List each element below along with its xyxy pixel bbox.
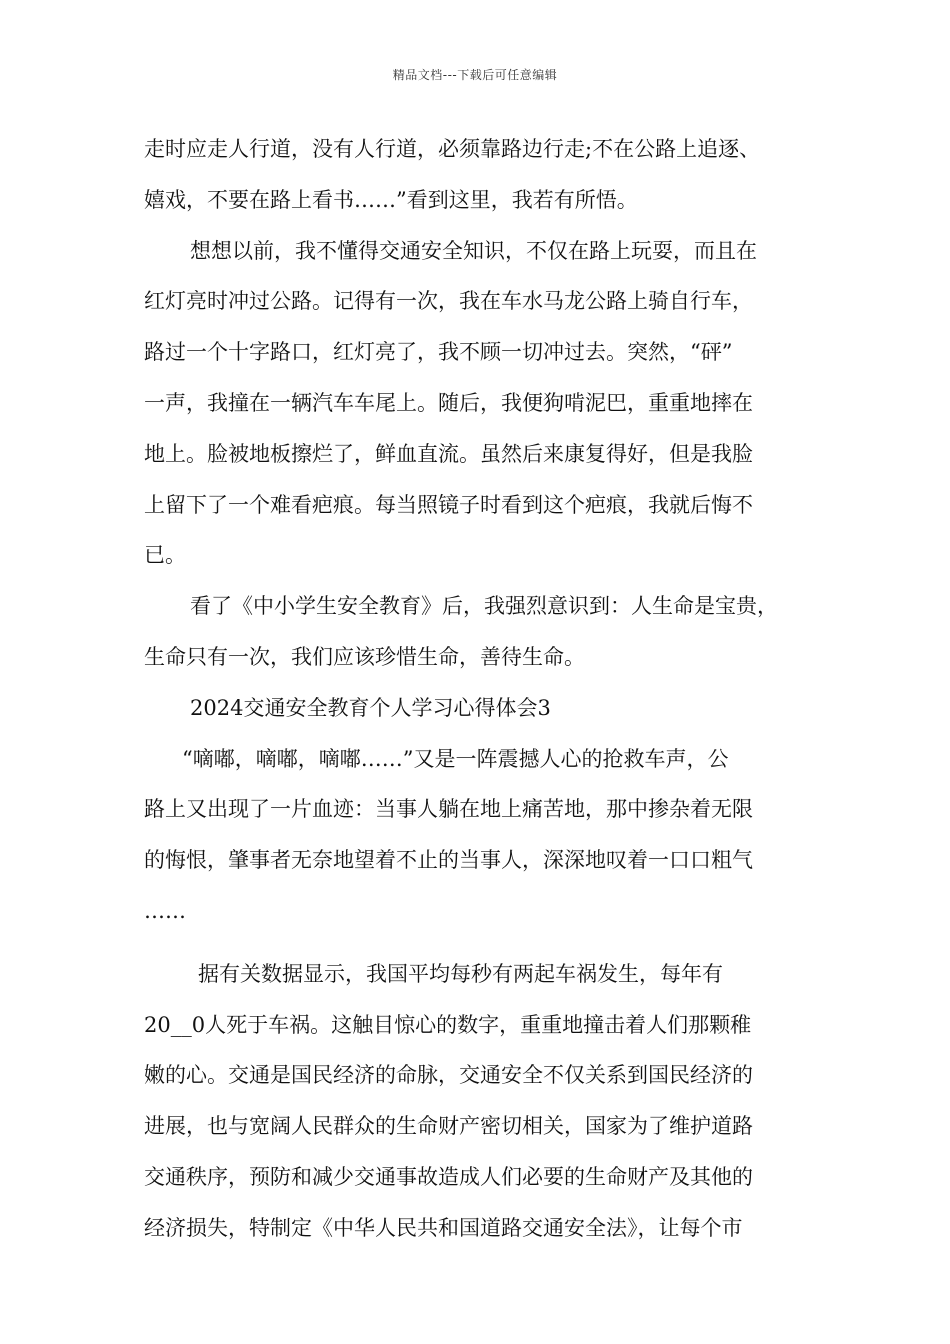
section-heading: 2024交通安全教育个人学习心得体会3: [190, 695, 551, 720]
text-line: 经济损失，特制定《中华人民共和国道路交通安全法》，让每个市: [144, 1215, 743, 1240]
text-line: 生命只有一次，我们应该珍惜生命，善待生命。: [144, 644, 585, 669]
paragraph-start: “嘀嘟，嘀嘟，嘀嘟……”又是一阵震撼人心的抢救车声，公: [182, 746, 729, 771]
paragraph-gap: [144, 937, 808, 949]
text-line: 路上又出现了一片血迹：当事人躺在地上痛苦地，那中掺杂着无限: [144, 797, 753, 822]
text-line: 嬉戏，不要在路上看书……”看到这里，我若有所悟。: [144, 187, 638, 212]
paragraph-start: 据有关数据显示，我国平均每秒有两起车祸发生，每年有: [198, 961, 723, 986]
page-header: 精品文档---下载后可任意编辑: [392, 68, 558, 82]
paragraph-start: 看了《中小学生安全教育》后，我强烈意识到：人生命是宝贵，: [190, 594, 778, 619]
text-line: 20__0人死于车祸。这触目惊心的数字，重重地撞击着人们那颗稚: [144, 1012, 752, 1037]
text-line: 红灯亮时冲过公路。记得有一次，我在车水马龙公路上骑自行车，: [144, 289, 753, 314]
text-line: ……: [144, 898, 186, 923]
text-line: 走时应走人行道，没有人行道，必须靠路边行走;不在公路上追逐、: [144, 137, 761, 161]
document-body: [144, 124, 808, 1254]
text-line: 地上。脸被地板擦烂了，鲜血直流。虽然后来康复得好，但是我脸: [144, 441, 753, 466]
text-line: 嫩的心。交通是国民经济的命脉，交通安全不仅关系到国民经济的: [144, 1063, 753, 1088]
text-line: 的悔恨，肇事者无奈地望着不止的当事人，深深地叹着一口口粗气: [144, 848, 753, 873]
paragraph-start: 想想以前，我不懂得交通安全知识，不仅在路上玩耍，而且在: [190, 238, 757, 263]
text-line: 路过一个十字路口，红灯亮了，我不顾一切冲过去。突然，“砰”: [144, 340, 733, 365]
text-line: 交通秩序，预防和减少交通事故造成人们必要的生命财产及其他的: [144, 1164, 753, 1189]
text-line: 一声，我撞在一辆汽车车尾上。随后，我便狗啃泥巴，重重地摔在: [144, 390, 753, 415]
text-line: 进展，也与宽阔人民群众的生命财产密切相关，国家为了维护道路: [144, 1114, 753, 1139]
text-line: 已。: [144, 543, 186, 568]
text-line: 上留下了一个难看疤痕。每当照镜子时看到这个疤痕，我就后悔不: [144, 492, 753, 517]
